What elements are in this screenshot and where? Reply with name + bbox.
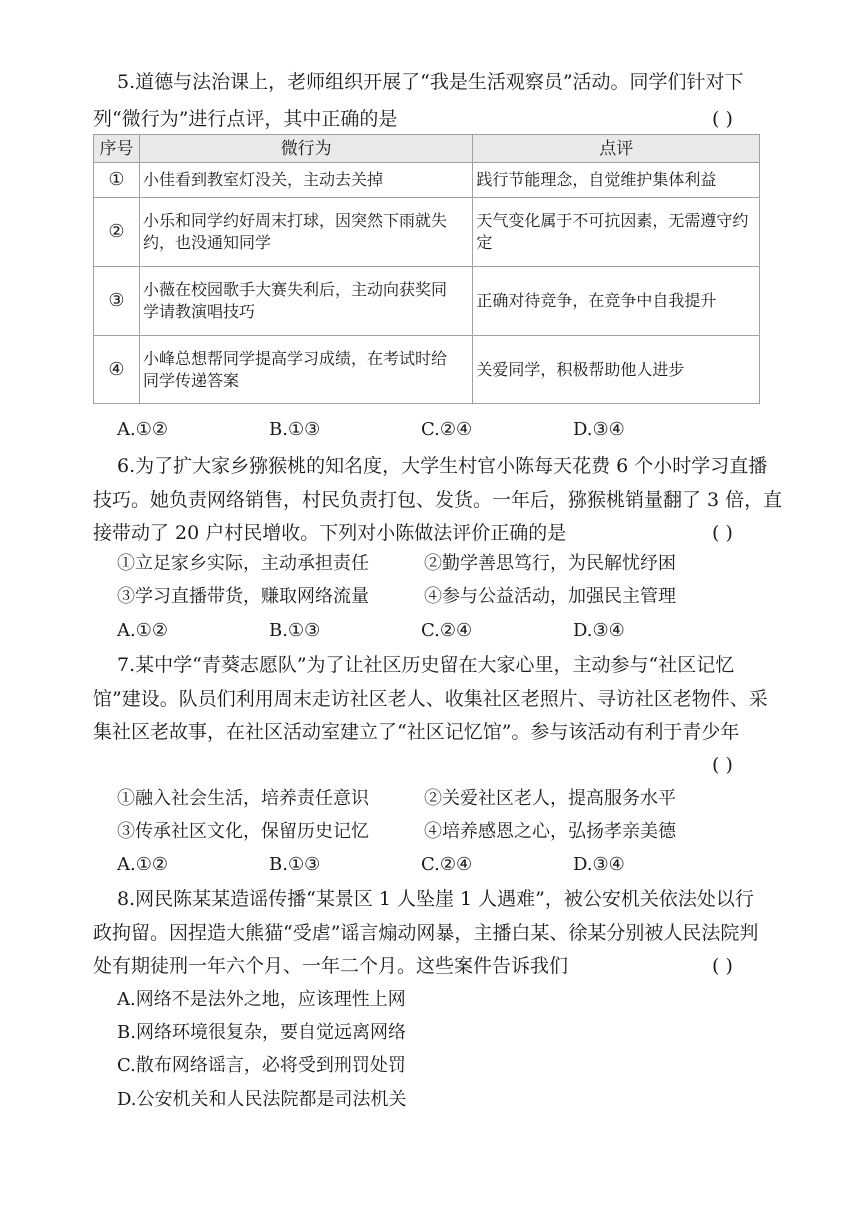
row-number: ③	[94, 267, 140, 336]
q8-stem-line2: 政拘留。因捏造大熊猫“受虐”谣言煽动网暴，主播白某、徐某分别被人民法院判	[93, 922, 759, 944]
q8-option-b[interactable]: B.网络环境很复杂，要自觉远离网络	[117, 1022, 406, 1043]
q7-statements-row2	[117, 820, 731, 844]
row-comment: 正确对待竞争，在竞争中自我提升	[473, 267, 760, 336]
row-number: ④	[94, 336, 140, 404]
option-a[interactable]: A.①②	[117, 419, 168, 440]
statement-4: ④培养感恩之心，弘扬孝亲美德	[424, 821, 676, 842]
q6-stem-line1: 6.为了扩大家乡猕猴桃的知名度，大学生村官小陈每天花费 6 个小时学习直播	[117, 455, 768, 477]
option-c[interactable]: C.②④	[421, 419, 473, 440]
statement-1: ①融入社会生活，培养责任意识	[117, 788, 369, 809]
q7-answer-bracket: ( )	[712, 754, 733, 776]
option-b[interactable]: B.①③	[269, 620, 321, 641]
q5-answer-bracket: ( )	[712, 108, 733, 130]
statement-2: ②关爱社区老人，提高服务水平	[424, 788, 676, 809]
q8-stem-line3: 处有期徒刑一年六个月、一年二个月。这些案件告诉我们	[93, 955, 569, 977]
statement-2: ②勤学善思笃行，为民解忧纾困	[424, 553, 676, 574]
header-number: 序号	[94, 135, 140, 163]
table-row	[94, 163, 760, 198]
option-d[interactable]: D.③④	[573, 620, 625, 641]
statement-4: ④参与公益活动，加强民主管理	[424, 586, 676, 607]
q5-stem-line1: 5.道德与法治课上，老师组织开展了“我是生活观察员”活动。同学们针对下	[117, 71, 744, 93]
q8-answer-bracket: ( )	[712, 955, 733, 977]
table-row	[94, 198, 760, 267]
row-behavior: 小薇在校园歌手大赛失利后，主动向获奖同 学请教演唱技巧	[139, 267, 472, 336]
row-comment: 关爱同学，积极帮助他人进步	[473, 336, 760, 404]
q8-option-a[interactable]: A.网络不是法外之地，应该理性上网	[117, 989, 406, 1010]
q7-stem-line1: 7.某中学“青葵志愿队”为了让社区历史留在大家心里，主动参与“社区记忆	[117, 654, 735, 676]
row-number: ②	[94, 198, 140, 267]
q6-stem-line2: 技巧。她负责网络销售，村民负责打包、发货。一年后，猕猴桃销量翻了 3 倍，直	[93, 489, 783, 511]
q8-option-c[interactable]: C.散布网络谣言，必将受到刑罚处罚	[117, 1055, 406, 1076]
table-header-row	[94, 135, 760, 163]
row-behavior: 小峰总想帮同学提高学习成绩，在考试时给 同学传递答案	[139, 336, 472, 404]
statement-3: ③学习直播带货，赚取网络流量	[117, 586, 369, 607]
table-row	[94, 336, 760, 404]
q7-statements-row1	[117, 787, 731, 811]
option-d[interactable]: D.③④	[573, 419, 625, 440]
header-comment: 点评	[473, 135, 760, 163]
q6-options	[117, 619, 725, 643]
q6-statements-row1	[117, 552, 731, 576]
row-comment: 天气变化属于不可抗因素，无需遵守约 定	[473, 198, 760, 267]
header-behavior: 微行为	[139, 135, 472, 163]
q6-answer-bracket: ( )	[712, 522, 733, 544]
q8-stem-line1: 8.网民陈某某造谣传播“某景区 1 人坠崖 1 人遇难”，被公安机关依法处以行	[117, 888, 754, 910]
option-b[interactable]: B.①③	[269, 854, 321, 875]
statement-1: ①立足家乡实际，主动承担责任	[117, 553, 369, 574]
option-b[interactable]: B.①③	[269, 419, 321, 440]
table-row	[94, 267, 760, 336]
option-c[interactable]: C.②④	[421, 854, 473, 875]
q7-stem-line2: 馆”建设。队员们利用周末走访社区老人、收集社区老照片、寻访社区老物件、采	[93, 688, 768, 710]
q7-stem-line3: 集社区老故事，在社区活动室建立了“社区记忆馆”。参与该活动有利于青少年	[93, 721, 740, 743]
q7-options	[117, 853, 725, 877]
row-number: ①	[94, 163, 140, 198]
q5-options	[117, 418, 725, 442]
row-comment: 践行节能理念，自觉维护集体利益	[473, 163, 760, 198]
option-c[interactable]: C.②④	[421, 620, 473, 641]
q5-stem-line2: 列“微行为”进行点评，其中正确的是	[93, 108, 398, 130]
q8-option-d[interactable]: D.公安机关和人民法院都是司法机关	[117, 1089, 407, 1110]
q6-statements-row2	[117, 585, 731, 609]
row-behavior: 小乐和同学约好周末打球，因突然下雨就失 约，也没通知同学	[139, 198, 472, 267]
statement-3: ③传承社区文化，保留历史记忆	[117, 821, 369, 842]
q5-table	[93, 134, 760, 404]
option-d[interactable]: D.③④	[573, 854, 625, 875]
option-a[interactable]: A.①②	[117, 620, 168, 641]
q6-stem-line3: 接带动了 20 户村民增收。下列对小陈做法评价正确的是	[93, 522, 567, 544]
row-behavior: 小佳看到教室灯没关，主动去关掉	[139, 163, 472, 198]
option-a[interactable]: A.①②	[117, 854, 168, 875]
